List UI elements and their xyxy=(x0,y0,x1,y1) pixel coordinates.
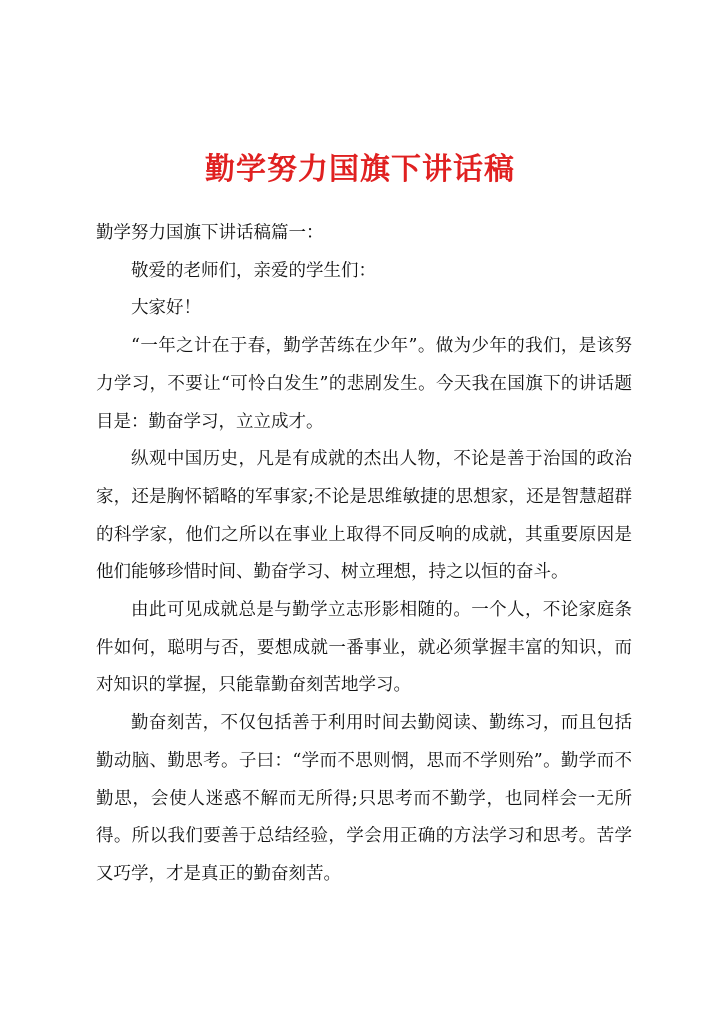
document-title: 勤学努力国旗下讲话稿 xyxy=(205,152,515,187)
paragraph: 纵观中国历史，凡是有成就的杰出人物，不论是善于治国的政治家，还是胸怀韬略的军事家;不论是思维敏捷的思想家，还是智慧超群的科学家，他们之所以在事业上取得不同反响的成就，其重要原因是他们能够珍惜时间、勤奋学习、树立理想，持之以恒的奋斗。 xyxy=(96,449,632,583)
section-heading: 勤学努力国旗下讲话稿篇一： xyxy=(96,223,324,243)
paragraph: “一年之计在于春，勤学苦练在少年”。做为少年的我们，是该努力学习，不要让“可怜白发生”的悲剧发生。今天我在国旗下的讲话题目是：勤奋学习，立立成才。 xyxy=(96,336,632,432)
greeting: 大家好！ xyxy=(131,298,201,319)
paragraph: 由此可见成就总是与勤学立志形影相随的。一个人，不论家庭条件如何，聪明与否，要想成就一番事业，就必须掌握丰富的知识，而对知识的掌握，只能靠勤奋刻苦地学习。 xyxy=(96,600,632,696)
paragraph: 勤奋刻苦，不仅包括善于利用时间去勤阅读、勤练习，而且包括勤动脑、勤思考。子曰：“学而不思则惘，思而不学则殆”。勤学而不勤思，会使人迷惑不解而无所得;只思考而不勤学，也同样会一无所得。所以我们要善于总结经验，学会用正确的方法学习和思考。苦学又巧学，才是真正的勤奋刻苦。 xyxy=(96,713,632,884)
document-body xyxy=(96,215,632,894)
salutation: 敬爱的老师们，亲爱的学生们： xyxy=(131,260,376,281)
